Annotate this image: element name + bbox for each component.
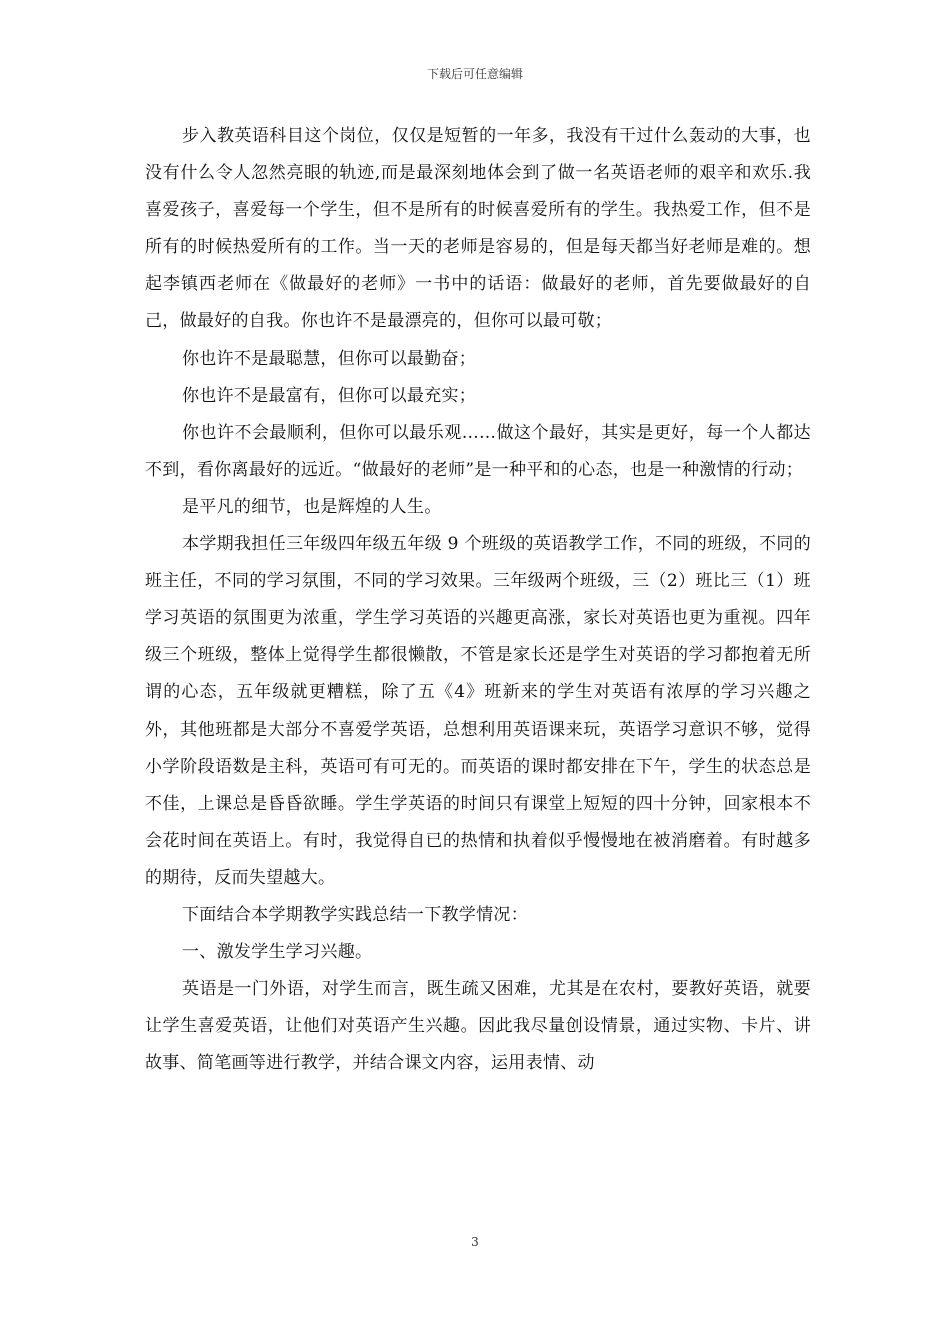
- paragraph: 是平凡的细节，也是辉煌的人生。: [182, 496, 442, 517]
- paragraph: 你也许不是最聪慧，但你可以最勤奋；: [182, 348, 477, 369]
- document-body: [145, 118, 811, 1082]
- paragraph: 你也许不是最富有，但你可以最充实；: [182, 385, 477, 406]
- paragraph: 英语是一门外语，对学生而言，既生疏又困难，尤其是在农村，要教好英语，就要让学生喜爱英语，让他们对英语产生兴趣。因此我尽量创设情景，通过实物、卡片、讲故事、简笔画等进行教学，并结合课文内容，运用表情、动: [145, 979, 811, 1074]
- paragraph: 你也许不会最顺利，但你可以最乐观……做这个最好，其实是更好，每一个人都达不到，看你离最好的远近。“做最好的老师”是一种平和的心态，也是一种激情的行动；: [145, 422, 811, 480]
- paragraph: 步入教英语科目这个岗位，仅仅是短暂的一年多，我没有干过什么轰动的大事，也没有什么令人忽然亮眼的轨迹,而是最深刻地体会到了做一名英语老师的艰辛和欢乐.我喜爱孩子，喜爱每一个学生，但不是所有的时候喜爱所有的学生。我热爱工作，但不是所有的时候热爱所有的工作。当一天的老师是容易的，但是每天都当好老师是难的。想起李镇西老师在《做最好的老师》一书中的话语：做最好的老师，首先要做最好的自己，做最好的自我。你也许不是最漂亮的，但你可以最可敬；: [145, 126, 811, 332]
- section-heading: 一、激发学生学习兴趣。: [182, 942, 373, 963]
- paragraph: 下面结合本学期教学实践总结一下教学情况：: [182, 904, 528, 925]
- page-header: 下载后可任意编辑: [426, 67, 523, 81]
- paragraph: 本学期我担任三年级四年级五年级 9 个班级的英语教学工作，不同的班级，不同的班主任，不同的学习氛围，不同的学习效果。三年级两个班级，三（2）班比三（1）班学习英语的氛围更为浓重，学生学习英语的兴趣更高涨，家长对英语也更为重视。四年级三个班级，整体上觉得学生都很懒散，不管是家长还是学生对英语的学习都抱着无所谓的心态，五年级就更糟糕，除了五《4》班新来的学生对英语有浓厚的学习兴趣之外，其他班都是大部分不喜爱学英语，总想利用英语课来玩，英语学习意识不够，觉得小学阶段语数是主科，英语可有可无的。而英语的课时都安排在下午，学生的状态总是不佳，上课总是昏昏欲睡。学生学英语的时间只有课堂上短短的四十分钟，回家根本不会花时间在英语上。有时，我觉得自已的热情和执着似乎慢慢地在被消磨着。有时越多的期待，反而失望越大。: [145, 534, 811, 888]
- page-number: 3: [471, 1235, 479, 1249]
